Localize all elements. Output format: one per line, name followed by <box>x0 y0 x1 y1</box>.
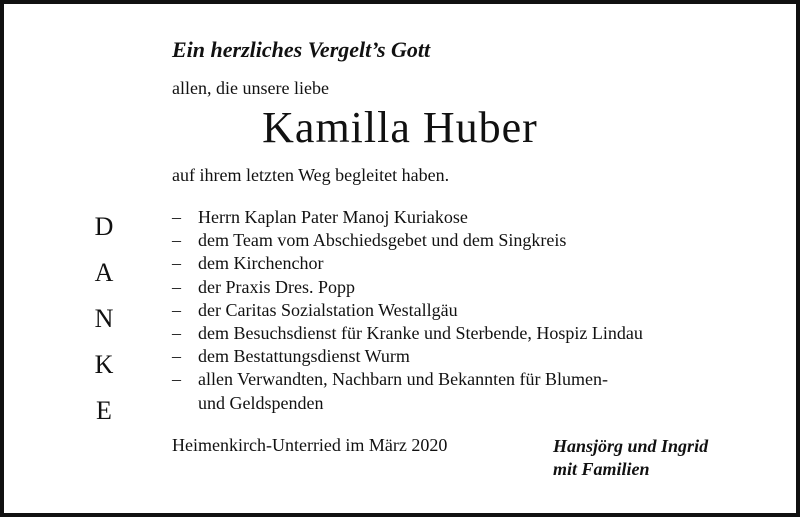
danke-letter: K <box>94 350 114 379</box>
danke-letter: D <box>94 212 114 241</box>
list-item-text: der Caritas Sozialstation Westallgäu <box>198 299 458 320</box>
list-item <box>172 345 643 368</box>
dash: – <box>172 369 181 390</box>
dash: – <box>172 253 181 274</box>
danke-vertical <box>86 204 122 434</box>
outro-text: auf ihrem letzten Weg begleitet haben. <box>172 165 450 185</box>
list-item <box>172 276 643 299</box>
list-item-text: dem Besuchsdienst für Kranke und Sterbende, Hospiz Lindau <box>198 323 643 344</box>
place-date: Heimenkirch-Unterried im März 2020 <box>172 435 448 455</box>
dash: – <box>172 346 181 367</box>
list-item-text: Herrn Kaplan Pater Manoj Kuriakose <box>198 207 468 227</box>
deceased-name: Kamilla Huber <box>262 103 538 152</box>
list-item <box>172 368 643 414</box>
dash: – <box>172 230 181 251</box>
heading: Ein herzliches Vergelt’s Gott <box>172 37 431 62</box>
list-item <box>172 229 643 252</box>
signature <box>553 435 708 481</box>
list-item-continuation: und Geldspenden <box>198 392 324 413</box>
intro-text: allen, die unsere liebe <box>172 78 329 98</box>
list-item <box>172 299 643 322</box>
dash: – <box>172 207 181 227</box>
dash: – <box>172 323 181 344</box>
danke-letter: A <box>94 258 114 287</box>
signature-line: Hansjörg und Ingrid <box>553 436 709 456</box>
dash: – <box>172 276 181 297</box>
list-item-text: dem Team vom Abschiedsgebet und dem Singkreis <box>198 230 567 251</box>
list-item-text: der Praxis Dres. Popp <box>198 276 355 297</box>
dash: – <box>172 299 181 320</box>
thanks-list <box>172 206 643 415</box>
danke-letter: N <box>94 304 114 333</box>
list-item <box>172 252 643 275</box>
danke-letter: E <box>96 396 112 425</box>
list-item <box>172 322 643 345</box>
signature-line: mit Familien <box>553 459 650 479</box>
list-item-text: allen Verwandten, Nachbarn und Bekannten für Blumen- <box>198 369 609 390</box>
list-item-text: dem Kirchenchor <box>198 253 324 274</box>
list-item <box>172 206 643 229</box>
list-item-text: dem Bestattungsdienst Wurm <box>198 346 410 367</box>
